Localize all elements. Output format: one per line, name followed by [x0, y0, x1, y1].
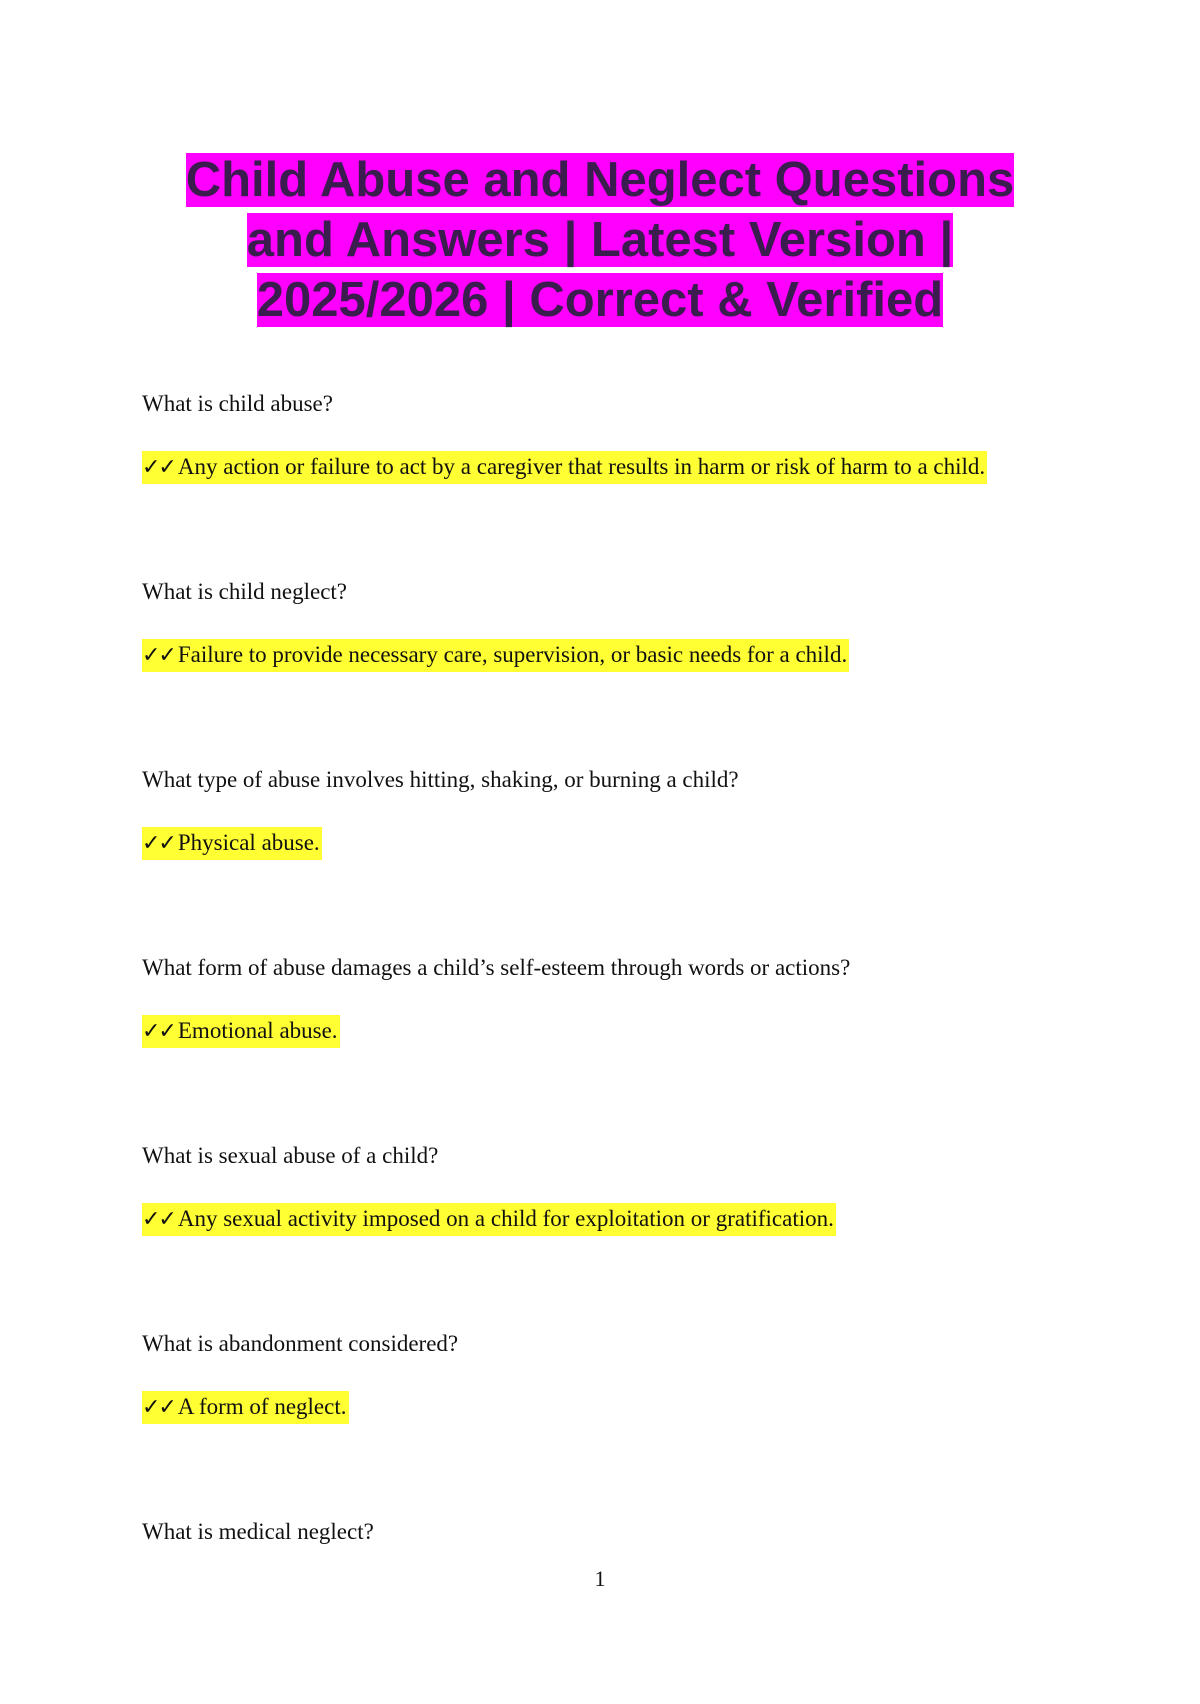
document-title: [100, 150, 1100, 330]
answer-text: [142, 1203, 836, 1236]
question-text: What is medical neglect?: [142, 1519, 374, 1544]
qa-item: [142, 576, 1082, 764]
answer-text: [142, 827, 322, 860]
qa-item: [142, 1328, 1082, 1516]
answer-body: Any sexual activity imposed on a child for exploitation or gratification.: [177, 1206, 834, 1231]
answer-text: [142, 1015, 340, 1048]
double-check-icon: ✓✓: [142, 1019, 175, 1044]
question-text: What type of abuse involves hitting, shaking, or burning a child?: [142, 767, 739, 792]
question-text: What is sexual abuse of a child?: [142, 1143, 439, 1168]
answer-text: [142, 639, 849, 672]
title-line-3: 2025/2026 | Correct & Verified: [256, 273, 944, 327]
qa-item: [142, 1140, 1082, 1328]
double-check-icon: ✓✓: [142, 1395, 175, 1420]
answer-body: Physical abuse.: [177, 830, 320, 855]
question-text: What is child abuse?: [142, 391, 333, 416]
answer-body: Failure to provide necessary care, supervision, or basic needs for a child.: [177, 642, 848, 667]
question-text: What is abandonment considered?: [142, 1331, 459, 1356]
answer-text: [142, 1391, 349, 1424]
title-line-2: and Answers | Latest Version |: [246, 213, 954, 267]
question-text: What is child neglect?: [142, 579, 348, 604]
answer-body: Emotional abuse.: [177, 1018, 338, 1043]
answer-body: A form of neglect.: [177, 1394, 347, 1419]
question-text: What form of abuse damages a child’s self-esteem through words or actions?: [142, 955, 851, 980]
title-line-1: Child Abuse and Neglect Questions: [185, 153, 1015, 207]
qa-item: [142, 764, 1082, 952]
qa-list: [142, 388, 1082, 1704]
double-check-icon: ✓✓: [142, 1207, 175, 1232]
qa-item: [142, 952, 1082, 1140]
qa-item: [142, 388, 1082, 576]
double-check-icon: ✓✓: [142, 831, 175, 856]
page-number: 1: [594, 1566, 606, 1591]
answer-text: [142, 451, 987, 484]
qa-item: [142, 1516, 1082, 1704]
answer-body: Any action or failure to act by a caregiver that results in harm or risk of harm to a child.: [177, 454, 986, 479]
double-check-icon: ✓✓: [142, 455, 175, 480]
double-check-icon: ✓✓: [142, 643, 175, 668]
